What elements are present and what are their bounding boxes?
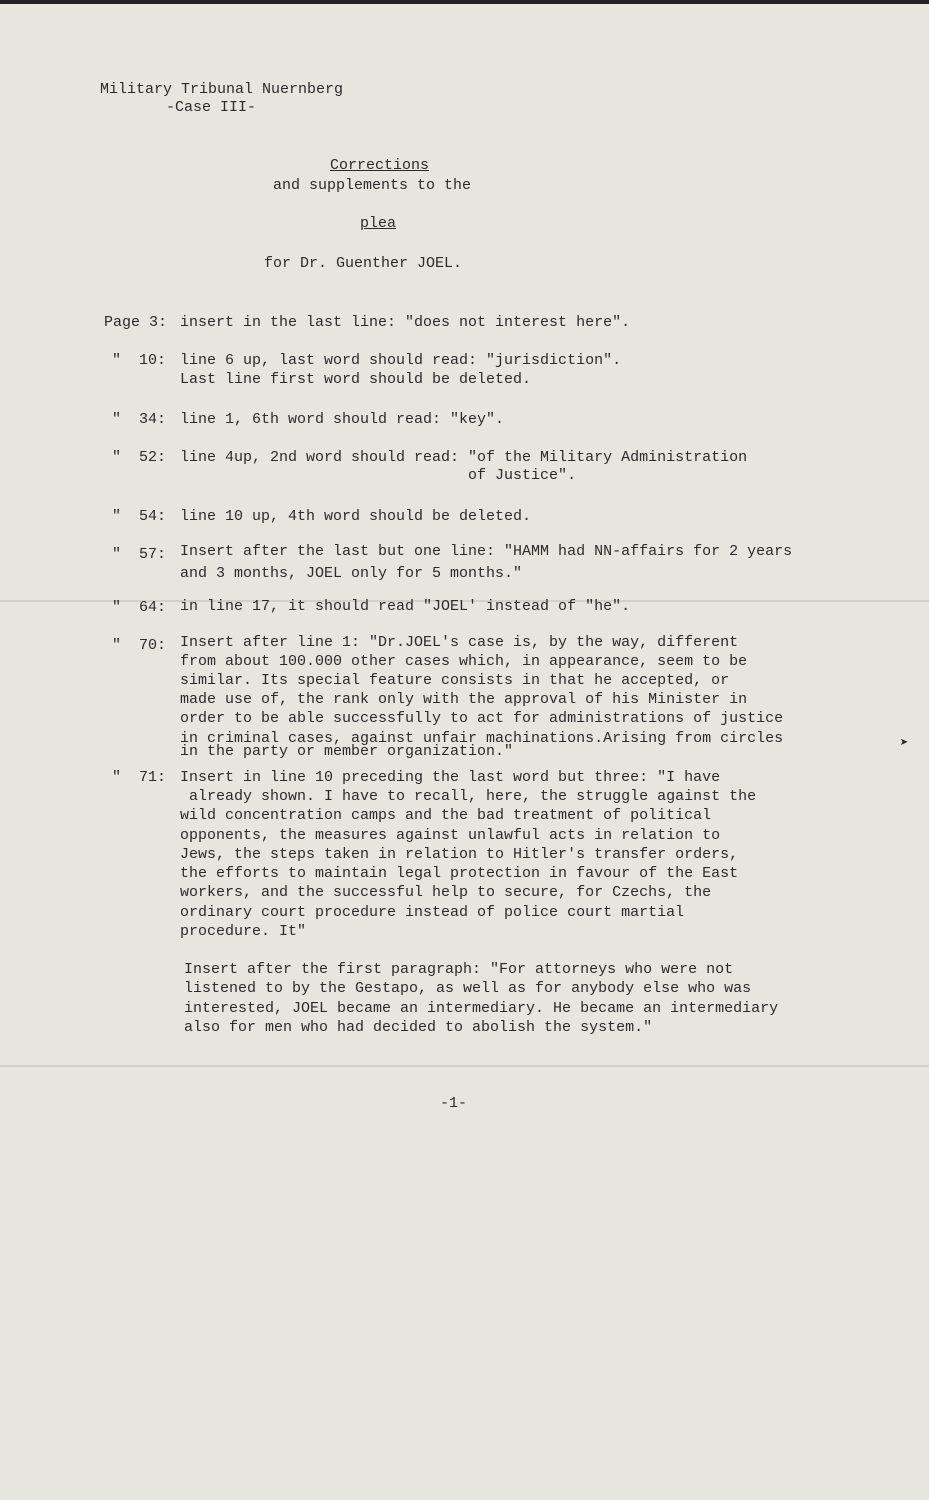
entry-page-ref: " 52: [112, 449, 167, 466]
title-for: for Dr. Guenther JOEL. [264, 255, 463, 272]
title-corrections: Corrections [330, 157, 430, 174]
entry-page-ref: " 34: [112, 411, 167, 428]
entry-page-ref: " 71: [112, 769, 167, 786]
entry-line: made use of, the rank only with the approval of his Minister in [180, 691, 748, 708]
entry-line: of Justice". [180, 467, 577, 484]
entry-line: Insert after the last but one line: "HAMM had NN-affairs for 2 years [180, 543, 793, 560]
entry-line: the efforts to maintain legal protection in favour of the East [180, 865, 739, 882]
entry-line: opponents, the measures against unlawful acts in relation to [180, 827, 721, 844]
entry-line: Jews, the steps taken in relation to Hitler's transfer orders, [180, 846, 739, 863]
entry-line: wild concentration camps and the bad treatment of political [180, 807, 712, 824]
supplement-line: also for men who had decided to abolish the system." [184, 1019, 653, 1036]
margin-arrow-icon: ➤ [900, 736, 909, 752]
entry-line: insert in the last line: "does not interest here". [180, 314, 631, 331]
title-supplements: and supplements to the [273, 177, 472, 194]
entry-line: line 10 up, 4th word should be deleted. [180, 508, 532, 525]
entry-page-ref: " 64: [112, 599, 167, 616]
title-plea: plea [360, 215, 397, 232]
entry-line: in criminal cases, against unfair machinations.Arising from circles [180, 730, 784, 747]
supplement-line: Insert after the first paragraph: "For attorneys who were not [184, 961, 734, 978]
entry-line: line 1, 6th word should read: "key". [180, 411, 505, 428]
entry-page-ref: " 70: [112, 637, 167, 654]
entry-line: similar. Its special feature consists in that he accepted, or [180, 672, 730, 689]
entry-line: procedure. It" [180, 923, 307, 940]
entry-page-ref: " 54: [112, 508, 167, 525]
entry-line: already shown. I have to recall, here, the struggle against the [180, 788, 757, 805]
entry-line: Insert in line 10 preceding the last word but three: "I have [180, 769, 721, 786]
entry-line: order to be able successfully to act for administrations of justice [180, 710, 784, 727]
supplement-line: interested, JOEL became an intermediary. He became an intermediary [184, 1000, 779, 1017]
entry-line: ordinary court procedure instead of police court martial [180, 904, 685, 921]
supplement-line: listened to by the Gestapo, as well as for anybody else who was [184, 980, 752, 997]
header-line-1: Military Tribunal Nuernberg [100, 81, 344, 98]
header-line-2: -Case III- [166, 99, 257, 116]
entry-line: Insert after line 1: "Dr.JOEL's case is, by the way, different [180, 634, 739, 651]
entry-line: in line 17, it should read "JOEL' instead of "he". [180, 598, 631, 615]
entry-line: and 3 months, JOEL only for 5 months." [180, 565, 523, 582]
entry-page-ref: " 10: [112, 352, 167, 369]
entry-line: from about 100.000 other cases which, in appearance, seem to be [180, 653, 748, 670]
entry-line: Last line first word should be deleted. [180, 371, 532, 388]
top-edge [0, 0, 929, 4]
entry-page-ref: " 57: [112, 546, 167, 563]
entry-page-ref: Page 3: [104, 314, 168, 331]
page-number: -1- [440, 1095, 468, 1112]
entry-line: line 4up, 2nd word should read: "of the Military Administration [180, 449, 748, 466]
entry-line: in the party or member organization." [180, 743, 514, 760]
entry-line: line 6 up, last word should read: "jurisdiction". [180, 352, 622, 369]
entry-line: workers, and the successful help to secure, for Czechs, the [180, 884, 712, 901]
fold-crease [0, 1065, 929, 1067]
